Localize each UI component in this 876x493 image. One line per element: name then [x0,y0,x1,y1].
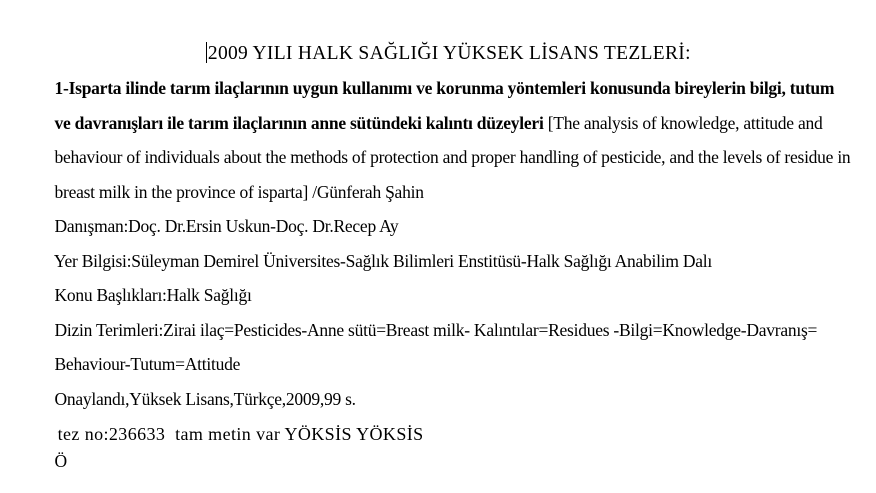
next-line-partial[interactable] [38,430,67,493]
location-text: Yer Bilgisi:Süleyman Demirel Üniversites-Sağlık Bilimleri Enstitüsü-Halk Sağlığı Anabilim Dalı [53,250,713,271]
record-number-text: tez no:236633 tam metin var YÖKSİS YÖKSİS [57,423,424,444]
thesis-title-english-line-4-text: breast milk in the province of isparta] /Günferah Şahin [54,181,424,202]
next-line-partial-text: Ö [54,451,67,471]
advisor-text: Danışman:Doç. Dr.Ersin Uskun-Doç. Dr.Recep Ay [54,216,399,236]
index-terms-line-2-text: Behaviour-Tutum=Attitude [54,354,241,374]
thesis-title-english-line-3-text: behaviour of individuals about the methods of protection and proper handling of pesticide, and the levels of residue in [54,147,851,167]
subjects-text: Konu Başlıkları:Halk Sağlığı [54,285,252,305]
index-terms-line-1-text: Dizin Terimleri:Zirai ilaç=Pesticides-Anne sütü=Breast milk- Kalıntılar=Residues -Bilgi=Knowledge-Davranış= [54,319,818,340]
thesis-title-turkish-line-1-text: 1-Isparta ilinde tarım ilaçlarının uygun kullanımı ve korunma yöntemleri konusunda bireylerin bilgi, tutum [54,78,835,98]
thesis-title-turkish-line-2-text: ve davranışları ile tarım ilaçlarının anne sütündeki kalıntı düzeyleri [54,112,544,133]
thesis-title-english-line-2-text: [The analysis of knowledge, attitude and [543,112,823,133]
heading-text: 2009 YILI HALK SAĞLIĞI YÜKSEK LİSANS TEZLERİ: [207,43,691,64]
approval-text: Onaylandı,Yüksek Lisans,Türkçe,2009,99 s. [54,388,356,409]
record-number-line[interactable] [38,402,424,467]
